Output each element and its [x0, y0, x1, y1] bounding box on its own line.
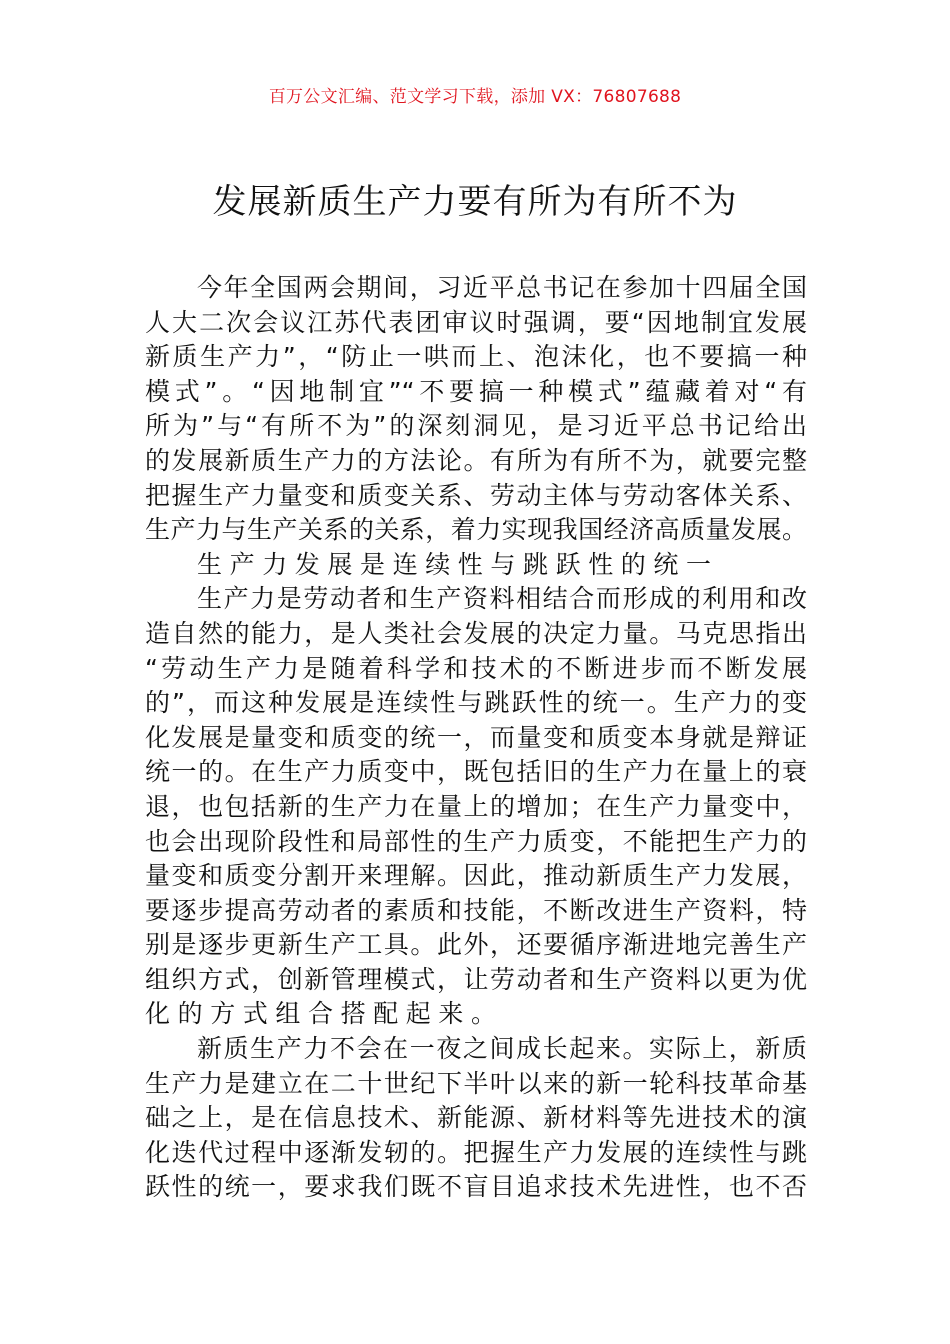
paragraph-line: 的发展新质生产力的方法论。有所为有所不为，就要完整 [145, 445, 807, 475]
paragraph-line: 新质生产力不会在一夜之间成长起来。实际上，新质 [197, 1034, 807, 1064]
paragraph-line: 础之上，是在信息技术、新能源、新材料等先进技术的演 [145, 1103, 807, 1133]
paragraph-line: 量变和质变分割开来理解。因此，推动新质生产力发展， [145, 861, 807, 891]
document-title: 发展新质生产力要有所为有所不为 [212, 182, 738, 222]
paragraph-line: 别是逐步更新生产工具。此外，还要循序渐进地完善生产 [145, 930, 807, 960]
paragraph-line: 把握生产力量变和质变关系、劳动主体与劳动客体关系、 [145, 480, 807, 510]
paragraph-line: 生产力与生产关系的关系，着力实现我国经济高质量发展。 [145, 515, 807, 545]
paragraph-line: 人大二次会议江苏代表团审议时强调，要“因地制宜发展 [145, 307, 807, 337]
paragraph-line: 统一的。在生产力质变中，既包括旧的生产力在量上的衰 [145, 757, 807, 787]
paragraph-line: 也会出现阶段性和局部性的生产力质变，不能把生产力的 [145, 826, 807, 856]
paragraph-line: 化迭代过程中逐渐发轫的。把握生产力发展的连续性与跳 [145, 1137, 807, 1167]
paragraph-line: 造自然的能力，是人类社会发展的决定力量。马克思指出 [145, 618, 807, 648]
paragraph-line: 化的方式组合搭配起来。 [145, 999, 504, 1029]
paragraph-line: 今年全国两会期间，习近平总书记在参加十四届全国 [197, 273, 807, 302]
paragraph-line: 生产力是建立在二十世纪下半叶以来的新一轮科技革命基 [145, 1068, 807, 1098]
paragraph-line: “劳动生产力是随着科学和技术的不断进步而不断发展 [145, 653, 807, 683]
paragraph-line: 要逐步提高劳动者的素质和技能，不断改进生产资料，特 [145, 895, 807, 925]
paragraph-line: 组织方式，创新管理模式，让劳动者和生产资料以更为优 [145, 964, 807, 994]
paragraph-line: 生产力是劳动者和生产资料相结合而形成的利用和改 [197, 584, 807, 614]
paragraph-line: 化发展是量变和质变的统一，而量变和质变本身就是辩证 [145, 722, 807, 752]
paragraph-line: 新质生产力”，“防止一哄而上、泡沫化，也不要搞一种 [145, 342, 807, 372]
paragraph-line: 退，也包括新的生产力在量上的增加；在生产力量变中， [145, 791, 807, 821]
paragraph-line: 模式”。“因地制宜”“不要搞一种模式”蕴藏着对“有 [145, 376, 807, 406]
header-banner: 百万公文汇编、范文学习下载，添加 VX：76807688 [268, 87, 682, 107]
paragraph-line: 跃性的统一，要求我们既不盲目追求技术先进性，也不否 [145, 1172, 807, 1202]
document-body [145, 271, 807, 1205]
section-heading: 生产力发展是连续性与跳跃性的统一 [197, 549, 719, 579]
paragraph-line: 的”，而这种发展是连续性与跳跃性的统一。生产力的变 [145, 688, 807, 718]
paragraph-line: 所为”与“有所不为”的深刻洞见，是习近平总书记给出 [145, 411, 807, 441]
